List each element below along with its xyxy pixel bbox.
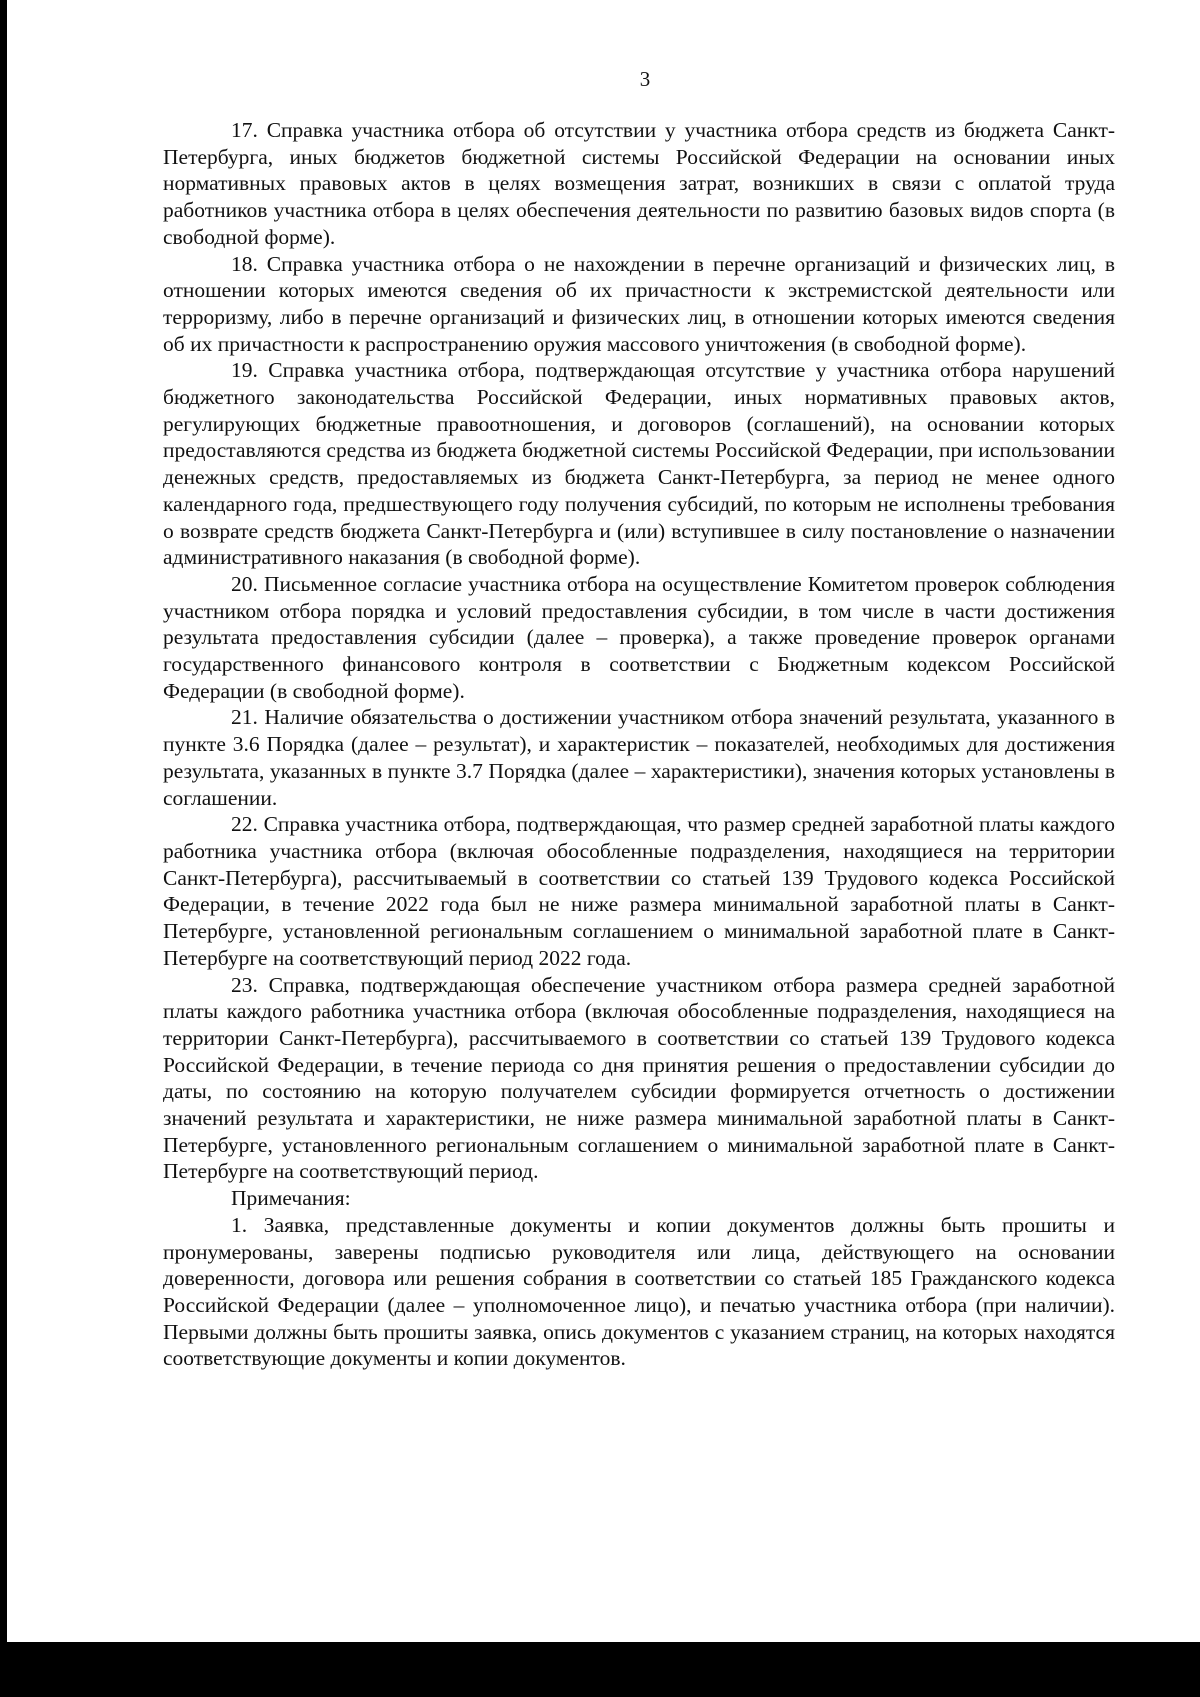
item-22: 22. Справка участника отбора, подтверждающая, что размер средней заработной платы каждого работника участника отбора (включая обособленные подразделения, находящиеся на территории Санкт-Петербурга), рассчитываемый в соответствии со статьей 139 Трудового кодекса Российской Федерации, в течение 2022 года был не ниже размера минимальной заработной платы в Санкт-Петербурге, установленной региональным соглашением о минимальной заработной плате в Санкт-Петербурге на соответствующий период 2022 года. [163,812,1115,970]
item-21: 21. Наличие обязательства о достижении участником отбора значений результата, указанного в пункте 3.6 Порядка (далее – результат), и характеристик – показателей, необходимых для достижения результата, указанных в пункте 3.7 Порядка (далее – характеристики), значения которых установлены в соглашении. [163,705,1115,810]
item-23: 23. Справка, подтверждающая обеспечение участником отбора размера средней заработной платы каждого работника участника отбора (включая обособленные подразделения, находящиеся на территории Санкт-Петербурга), рассчитываемого в соответствии со статьей 139 Трудового кодекса Российской Федерации, в течение периода со дня принятия решения о предоставлении субсидии до даты, по состоянию на которую получателем субсидии формируется отчетность о достижении значений результата и характеристики, не ниже размера минимальной заработной платы в Санкт-Петербурге, установленного региональным соглашением о минимальной заработной плате в Санкт-Петербурге на соответствующий период. [163,972,1115,1184]
note-item-1: 1. Заявка, представленные документы и копии документов должны быть прошиты и пронумерованы, заверены подписью руководителя или лица, действующего на основании доверенности, договора или решения собрания в соответствии со статьей 185 Гражданского кодекса Российской Федерации (далее – уполномоченное лицо), и печатью участника отбора (при наличии). Первыми должны быть прошиты заявка, опись документов с указанием страниц, на которых находятся соответствующие документы и копии документов. [163,1212,1115,1371]
scan-border-bottom [0,1642,1200,1697]
item-17: 17. Справка участника отбора об отсутствии у участника отбора средств из бюджета Санкт-Петербурга, иных бюджетов бюджетной системы Российской Федерации на основании иных нормативных правовых актов в целях возмещения затрат, возникших в связи с оплатой труда работников участника отбора в целях обеспечения деятельности по развитию базовых видов спорта (в свободной форме). [163,118,1115,249]
notes-heading: Примечания: [231,1186,351,1211]
document-body [163,117,1115,1372]
item-18: 18. Справка участника отбора о не нахождении в перечне организаций и физических лиц, в отношении которых имеются сведения об их причастности к экстремистской деятельности или терроризму, либо в перечне организаций и физических лиц, в отношении которых имеются сведения об их причастности к распространению оружия массового уничтожения (в свободной форме). [163,251,1115,356]
item-20: 20. Письменное согласие участника отбора на осуществление Комитетом проверок соблюдения участником отбора порядка и условий предоставления субсидии, в том числе в части достижения результата предоставления субсидии (далее – проверка), а также проведение проверок органами государственного финансового контроля в соответствии с Бюджетным кодексом Российской Федерации (в свободной форме). [163,571,1115,703]
item-19: 19. Справка участника отбора, подтверждающая отсутствие у участника отбора нарушений бюджетного законодательства Российской Федерации, иных нормативных правовых актов, регулирующих бюджетные правоотношения, и договоров (соглашений), на основании которых предоставляются средства из бюджета бюджетной системы Российской Федерации, при использовании денежных средств, предоставляемых из бюджета Санкт-Петербурга, за период не менее одного календарного года, предшествующего году получения субсидий, по которым не исполнены требования о возврате средств бюджета Санкт-Петербурга и (или) вступившее в силу постановление о назначении административного наказания (в свободной форме). [163,358,1115,570]
scan-border-left [0,0,7,1697]
page-number: 3 [639,67,651,91]
